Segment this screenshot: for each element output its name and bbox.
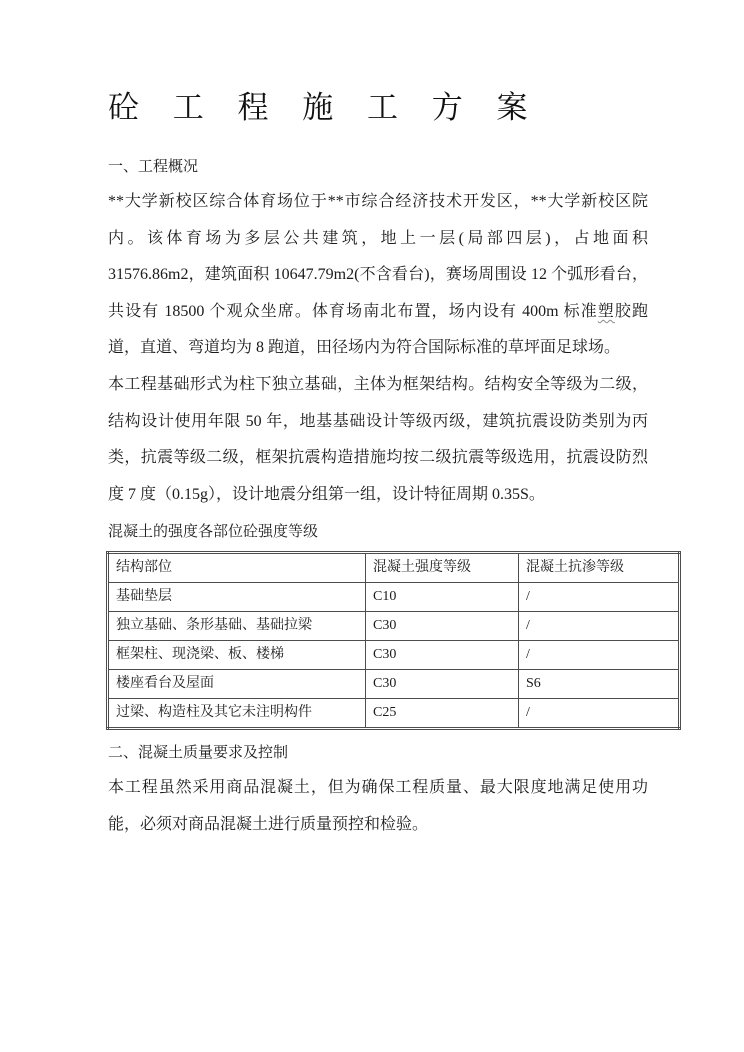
- paragraph-quality-control: 本工程虽然采用商品混凝土，但为确保工程质量、最大限度地满足使用功能，必须对商品混凝土进行质量预控和检验。: [108, 779, 648, 833]
- text-run: **大学新校区综合体育场位于**市综合经济技术开发区，**大学新校区院内。该体育场为多层公共建筑，地上一层(局部四层)，占地面积 31576.86m2，建筑面积 10647.79m2(不含看台)，赛场周围设 12 个弧形看台，共设有 18500 个观众坐席。体育场南北布置，场内设有 400m 标准: [108, 193, 648, 320]
- text-run: 胶跑道，直道、弯道均为 8 跑道，田径场内为符合国际标准的草坪面足球场。: [108, 302, 648, 357]
- cell-strength: C10: [366, 583, 519, 612]
- cell-strength: C30: [366, 641, 519, 670]
- document-title: 砼 工 程 施 工 方 案: [108, 90, 541, 125]
- cell-strength: C25: [366, 699, 519, 729]
- cell-strength: C30: [366, 612, 519, 641]
- concrete-grade-table: [106, 551, 681, 730]
- column-header-structure-part: 结构部位: [108, 553, 366, 583]
- cell-part: 框架柱、现浇梁、板、楼梯: [108, 641, 366, 670]
- cell-part: 独立基础、条形基础、基础拉梁: [108, 612, 366, 641]
- cell-impermeability: /: [519, 641, 680, 670]
- cell-strength: C30: [366, 670, 519, 699]
- cell-impermeability: /: [519, 699, 680, 729]
- column-header-strength-grade: 混凝土强度等级: [366, 553, 519, 583]
- cell-part: 基础垫层: [108, 583, 366, 612]
- cell-impermeability: S6: [519, 670, 680, 699]
- column-header-impermeability-grade: 混凝土抗渗等级: [519, 553, 680, 583]
- table-row: [108, 612, 680, 641]
- paragraph-structure-design: 本工程基础形式为柱下独立基础，主体为框架结构。结构安全等级为二级，结构设计使用年限 50 年，地基基础设计等级丙级，建筑抗震设防类别为丙类，抗震等级二级，框架抗震构造措施均按二级抗震等级选用，抗震设防烈度 7 度（0.15g），设计地震分组第一组，设计特征周期 0.35S。: [108, 375, 648, 503]
- spellcheck-underlined-text: 塑: [597, 302, 615, 320]
- table-row: [108, 699, 680, 729]
- table-row: [108, 670, 680, 699]
- cell-impermeability: /: [519, 583, 680, 612]
- paragraph-project-overview: [108, 184, 648, 367]
- table-header-row: [108, 553, 680, 583]
- table-row: [108, 583, 680, 612]
- cell-impermeability: /: [519, 612, 680, 641]
- section-heading-2: 二、混凝土质量要求及控制: [108, 745, 289, 762]
- cell-part: 楼座看台及屋面: [108, 670, 366, 699]
- table-caption: 混凝土的强度各部位砼强度等级: [108, 524, 319, 541]
- table-row: [108, 641, 680, 670]
- cell-part: 过梁、构造柱及其它未注明构件: [108, 699, 366, 729]
- section-heading-1: 一、工程概况: [108, 159, 199, 175]
